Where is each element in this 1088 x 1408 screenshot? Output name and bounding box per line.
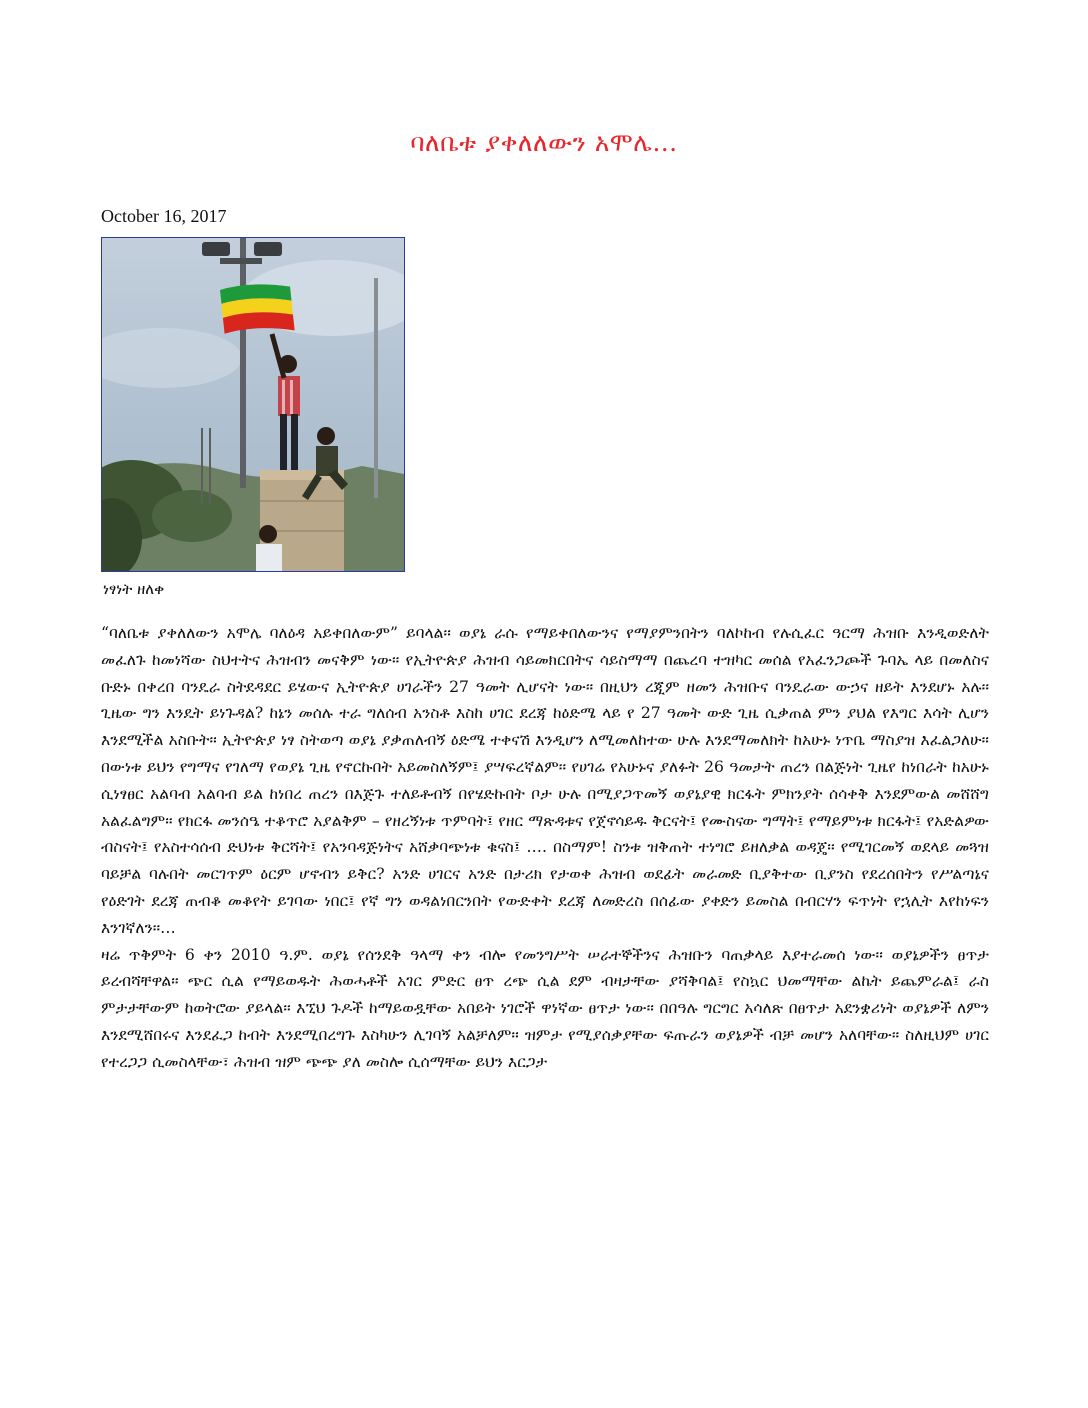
article-paragraph: ዛሬ ጥቅምት 6 ቀን 2010 ዓ.ም. ወያኔ የሰንደቅ ዓላማ ቀን ብሎ የመንግሥት ሠራተኞችንና ሕዝቡን ባጠቃላይ እያተራመሰ ነው፡፡ ወያኔዎችን ፀጥታ ይረብሻቸዋል፡፡ ጭር ሲል የማይወዱት ሕወሓቶች አገር ምድር ፀጥ ረጭ ሲል ደም ብዛታቸው ያሻቅባል፤ የስኳር ህመማቸው ልኬት ይጨምራል፤ ራስ ምታታቸውም ከወትሮው ያይላል፡፡ እኚህ ጉዶች ከማይወዷቸው አበይት ነገሮች ዋነኛው ፀጥታ ነው፡፡ በበዓሉ ግርግር አሳለጽ በፀጥታ አደንቋሪነት ወያኔዎች ለምን እንደሚሸበሩና እንደፈጋ ከብት እንደሚበረግጉ እስካሁን ሊገባኝ አልቻለም፡፡ ዝምታ የሚያሰቃያቸው ፍጡራን ወያኔዎች ብቻ መሆን አለባቸው፡፡ ስለዚህም ሀገር የተረጋጋ ሲመስላቸው፣ ሕዝብ ዝም ጭጭ ያለ መስሎ ሲሰማቸው ይህን እርጋታ bbox=[101, 945, 989, 1071]
article-photo bbox=[101, 237, 405, 572]
page-title: ባለቤቱ ያቀለለውን አሞሌ… bbox=[410, 128, 678, 157]
flag-raising-photo-icon bbox=[102, 238, 404, 571]
article-paragraph: “ባለቤቱ ያቀለለውን አሞሌ ባለዕዳ አይቀበለውም” ይባላል፡፡ ወያኔ ራሱ የማይቀበለውንና የማያምንበትን ባለኮከብ የሉሲፈር ዓርማ ሕዝቡ እንዲወድለት መፈለጉ ከመነሻው ስህተትና ሕዝብን መናቅም ነው፡፡ የኢትዮጵያ ሕዝብ ሳይመክርበትና ሳይስማማ በጨረባ ተዝካር መሰል የአፈንጋጮች ጉባኤ ላይ በመለስና ቡድኑ በቀረበ ባንዴራ ስትደዳደር ይሄውና ኢትዮጵያ ሀገራችን 27 ዓመት ሊሆናት ነው፡፡ በዚህን ረጂም ዘመን ሕዝቡና ባንዴራው ውኃና ዘይት እንደሆኑ አሉ፡፡ ጊዜው ግን እንዴት ይነጉዳል? ከኔን መሰሉ ተራ ግለሰብ አንስቶ እስከ ሀገር ደረጃ ከዕድሜ ላይ የ 27 ዓመት ውድ ጊዜ ሲቃጠል ምን ያህል የእግር እሳት ሊሆን እንደሚችል አስቡት፡፡ ኢትዮጵያ ነፃ ስትወጣ ወያኔ ያቃጠለብኝ ዕድሜ ተቀናሽ እንዲሆን ለሚመለከተው ሁሉ እንደማመለክት ከአሁኑ ነጥቤ ማስያዝ እፈልጋለሁ፡፡ በውነቱ ይህን የግማና የገለማ የወያኔ ጊዜ የኖርኩበት አይመስለኝም፤ ያሣፍረኛልም፡፡ የሀገሬ የአሁኑና ያለፉት 26 ዓመታት ጠረን በልጅነት ጊዜየ ከነበራት ከአሁኑ ሲነፃፀር አልባብ አልባብ ይል ከነበረ ጠረን በእጅጉ ተለይቶብኝ በየሄድኩበት ቦታ ሁሉ በሚያጋጥመኝ ወያኔያዊ ክርፋት ምክንያት ሰሳቀቅ እንደምውል መሸሸግ አልፈልግም፡፡ የክርፋ መንሰዔ ተቆጥሮ አያልቅም – የዘረኝነቱ ጥምባት፤ የዘር ማጽዳቱና የጀኖሳይዱ ቅርናት፤ የሙስናው ግማት፤ የማይምነቱ ክርፋት፤ የአድልዎው ብስናት፤ የአስተሳሰብ ድህነቱ ቅርሻት፤ የአንባዳጅነትና አሸቃባጭነቱ ቁናስ፤ …. በስማም! ስንቱ ዝቅጠት ተነግሮ ይዘለቃል ወዳጄ፡፡ የሚገርመኝ ወደላይ መጓዝ ባይቻል ባሉበት መርገጥም ዕርም ሆኖብን ይቅር? አንድ ሀገርና አንድ በታሪክ የታወቀ ሕዝብ ወደፊት መራመድ ቢያቅተው ቢያንስ የደረሰበትን የሥልጣኔና የዕድገት ደረጃ ጠብቆ መቆየት ይገባው ነበር፤ የኛ ግን ወዳልነበርንበት የውድቀት ደረጃ ለመድረስ በሰፊው ያቀድን ይመስል በብርሃን ፍጥነት የኋሊት እየከነፍን እንገኛለን፡፡… bbox=[101, 624, 989, 937]
post-date: October 16, 2017 bbox=[101, 206, 227, 226]
author-name: ነፃነት ዘለቀ bbox=[103, 580, 165, 598]
article-body bbox=[101, 620, 989, 1076]
